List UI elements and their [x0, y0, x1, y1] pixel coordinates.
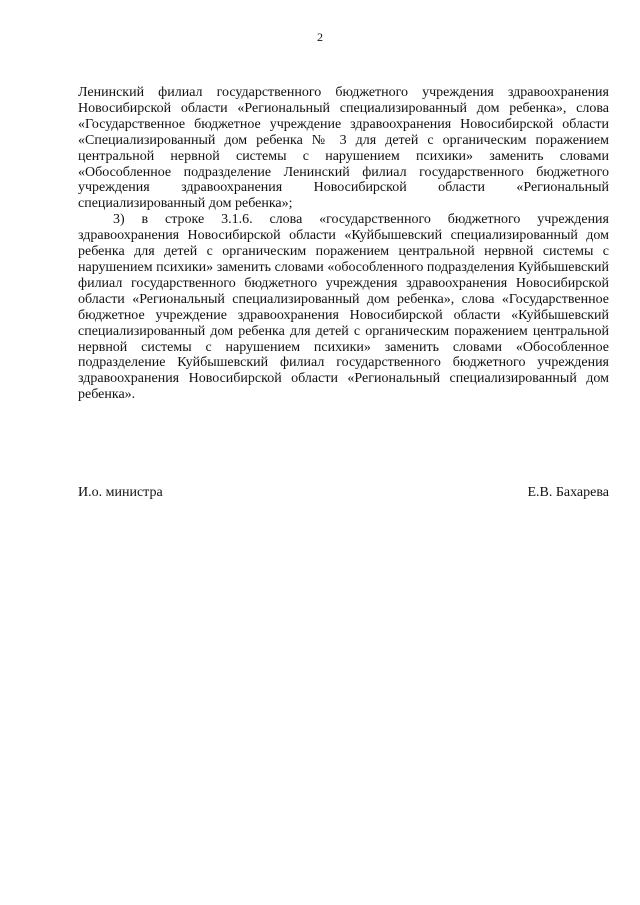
paragraph-continuation: Ленинский филиал государственного бюджетного учреждения здравоохранения Новосибирской области «Региональный специализированный дом ребенка», слова «Государственное бюджетное учреждение здравоохранения Новосибирской области «Специализированный дом ребенка № 3 для детей с органическим поражением центральной нервной системы с нарушением психики» заменить словами «Обособленное подразделение Ленинский филиал государственного бюджетного учреждения здравоохранения Новосибирской области «Региональный специализированный дом ребенка»;	[78, 85, 609, 212]
paragraph-item-3: 3) в строке 3.1.6. слова «государственного бюджетного учреждения здравоохранения Новосибирской области «Куйбышевский специализированный дом ребенка для детей с органическим поражением центральной нервной системы с нарушением психики» заменить словами «обособленного подразделения Куйбышевский филиал государственного бюджетного учреждения здравоохранения Новосибирской области «Региональный специализированный дом ребенка», слова «Государственное бюджетное учреждение здравоохранения Новосибирской области «Куйбышевский специализированный дом ребенка для детей с органическим поражением центральной нервной системы с нарушением психики» заменить словами «Обособленное подразделение Куйбышевский филиал государственного бюджетного учреждения здравоохранения Новосибирской области «Региональный специализированный дом ребенка».	[78, 212, 609, 403]
signatory-name: Е.В. Бахарева	[527, 485, 609, 500]
signatory-position: И.о. министра	[78, 485, 163, 500]
page-number: 2	[317, 30, 323, 44]
document-body	[78, 85, 609, 403]
signature-block	[78, 484, 609, 502]
